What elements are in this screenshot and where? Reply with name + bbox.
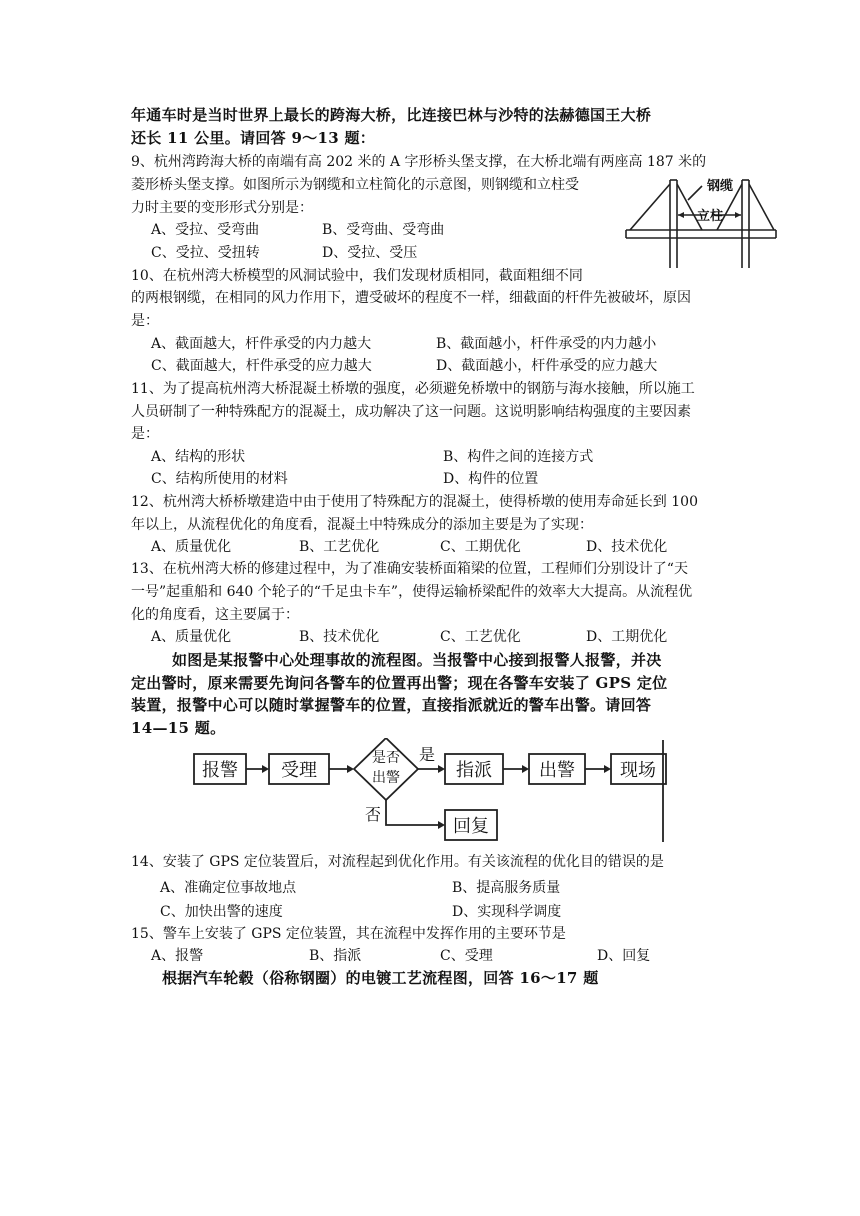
q9-option-a: A、受拉、受弯曲 <box>151 222 260 238</box>
q11-option-c: C、结构所使用的材料 <box>151 471 288 487</box>
intro2-line-3: 装置，报警中心可以随时掌握警车的位置，直接指派就近的警车出警。请回答 <box>131 696 652 714</box>
q15-option-b: B、指派 <box>309 948 362 964</box>
q9-stem-line-3: 力时主要的变形形式分别是： <box>131 200 313 216</box>
police-flowchart <box>180 738 670 846</box>
q14-option-d: D、实现科学调度 <box>452 904 562 920</box>
q14-option-b: B、提高服务质量 <box>452 880 561 896</box>
q15-option-a: A、报警 <box>151 948 204 964</box>
intro-line-1: 年通车时是当时世界上最长的跨海大桥，比连接巴林与沙特的法赫德国王大桥 <box>131 106 652 124</box>
cable-label: 钢缆 <box>706 179 734 194</box>
q10-option-a: A、截面越大，杆件承受的内力越大 <box>151 336 372 352</box>
q11-stem-line-1: 11、为了提高杭州湾大桥混凝土桥墩的强度，必须避免桥墩中的钢筋与海水接触，所以施工 <box>131 381 695 397</box>
q14-option-a: A、准确定位事故地点 <box>160 880 297 896</box>
q11-option-d: D、构件的位置 <box>443 471 539 487</box>
arrow-left-icon <box>678 212 684 218</box>
decision-diamond <box>354 738 418 800</box>
q13-stem-line-1: 13、在杭州湾大桥的修建过程中，为了准确安装桥面箱梁的位置，工程师们分别设计了“天 <box>131 561 688 577</box>
q10-stem-line-1: 10、在杭州湾大桥模型的风洞试验中，我们发现材质相同，截面粗细不同 <box>131 268 583 284</box>
q13-option-a: A、质量优化 <box>151 629 232 645</box>
q15-option-c: C、受理 <box>440 948 493 964</box>
node-shouli: 受理 <box>281 760 317 781</box>
q9-option-c: C、受拉、受扭转 <box>151 245 260 261</box>
q12-option-c: C、工期优化 <box>440 539 521 555</box>
q12-option-a: A、质量优化 <box>151 539 232 555</box>
node-baojing: 报警 <box>202 760 238 781</box>
yes-label: 是 <box>418 745 436 764</box>
bridge-cable-pillar-diagram <box>620 170 780 272</box>
decision-top-label: 是否 <box>372 750 400 766</box>
intro3-line-1: 根据汽车轮毂（俗称钢圈）的电镀工艺流程图，回答 16～17 题 <box>162 969 599 987</box>
q10-stem-line-3: 是： <box>131 313 159 329</box>
q11-option-b: B、构件之间的连接方式 <box>443 449 594 465</box>
node-xianchang: 现场 <box>620 760 656 781</box>
intro-line-2: 还长 11 公里。请回答 9～13 题： <box>131 129 376 147</box>
intro2-line-2: 定出警时，原来需要先询问各警车的位置再出警；现在各警车安装了 GPS 定位 <box>131 674 668 692</box>
q12-stem-line-1: 12、杭州湾大桥桥墩建造中由于使用了特殊配方的混凝土，使得桥墩的使用寿命延长到 100 <box>131 494 698 510</box>
q10-option-c: C、截面越大，杆件承受的应力越大 <box>151 358 372 374</box>
q9-option-b: B、受弯曲、受弯曲 <box>322 222 445 238</box>
decision-bottom-label: 出警 <box>372 770 400 786</box>
q13-option-d: D、工期优化 <box>586 629 668 645</box>
q13-stem-line-2: 一号”起重船和 640 个轮子的“千足虫卡车”，使得运输桥梁配件的效率大大提高。从流程优 <box>131 584 693 600</box>
q9-stem-line-1: 9、杭州湾跨海大桥的南端有高 202 米的 A 字形桥头堡支撑，在大桥北端有两座高 187 米的 <box>131 154 707 170</box>
q9-stem-line-2: 菱形桥头堡支撑。如图所示为钢缆和立柱简化的示意图，则钢缆和立柱受 <box>131 177 579 193</box>
q12-option-d: D、技术优化 <box>586 539 668 555</box>
node-chujing: 出警 <box>539 760 575 781</box>
q15-option-d: D、回复 <box>597 948 651 964</box>
q11-stem-line-3: 是： <box>131 426 159 442</box>
q14-option-c: C、加快出警的速度 <box>160 904 283 920</box>
q12-stem-line-2: 年以上，从流程优化的角度看，混凝土中特殊成分的添加主要是为了实现： <box>131 517 593 533</box>
q15-stem: 15、警车上安装了 GPS 定位装置，其在流程中发挥作用的主要环节是 <box>131 926 566 942</box>
pillar-label: 立柱 <box>696 209 724 224</box>
q13-stem-line-3: 化的角度看，这主要属于： <box>131 607 299 623</box>
q10-stem-line-2: 的两根钢缆，在相同的风力作用下，遭受破坏的程度不一样，细截面的杆件先被破坏，原因 <box>131 290 691 306</box>
arrow-right-icon <box>735 212 741 218</box>
q10-option-b: B、截面越小，杆件承受的内力越小 <box>436 336 657 352</box>
q14-stem: 14、安装了 GPS 定位装置后，对流程起到优化作用。有关该流程的优化目的错误的是 <box>131 854 664 870</box>
q13-option-c: C、工艺优化 <box>440 629 521 645</box>
no-label: 否 <box>364 805 382 824</box>
node-zhipai: 指派 <box>456 760 492 781</box>
q10-option-d: D、截面越小，杆件承受的应力越大 <box>436 358 658 374</box>
q12-option-b: B、工艺优化 <box>299 539 380 555</box>
q11-stem-line-2: 人员研制了一种特殊配方的混凝土，成功解决了这一问题。这说明影响结构强度的主要因素 <box>131 404 691 420</box>
q11-option-a: A、结构的形状 <box>151 449 246 465</box>
node-huifu: 回复 <box>453 816 489 837</box>
intro2-line-4: 14—15 题。 <box>131 719 226 737</box>
q9-option-d: D、受拉、受压 <box>322 245 418 261</box>
q13-option-b: B、技术优化 <box>299 629 380 645</box>
intro2-line-1: 如图是某报警中心处理事故的流程图。当报警中心接到报警人报警，并决 <box>172 651 662 669</box>
